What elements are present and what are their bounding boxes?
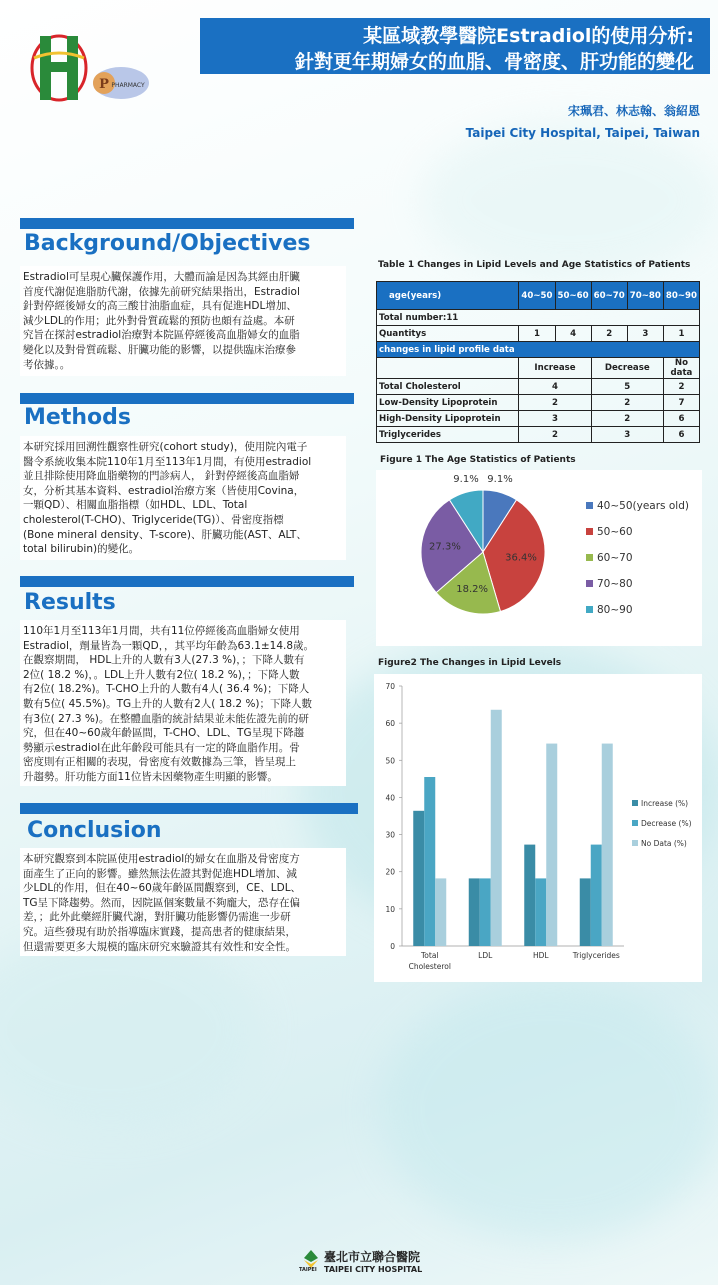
quantity-cell: 1 [519,326,555,342]
text-line: 但還需要更多大規模的臨床研究來驗證其有效性和安全性。 [23,940,296,953]
svg-text:PHARMACY: PHARMACY [111,82,145,89]
table-row [377,379,700,395]
y-tick-label: 60 [385,719,395,729]
section-bar [20,393,354,404]
row-label: High-Density Lipoprotein [377,411,519,427]
cell: 3 [591,427,663,443]
text-line: 有3位( 27.3 %)。在整體血脂的統計結果並未能佐證先前的研 [23,712,309,725]
y-tick-label: 50 [385,756,395,766]
text-line: 有2位( 18.2%)。T-CHO上升的人數有4人( 36.4 %)；下降人 [23,683,310,696]
legend-swatch [586,554,593,561]
text-line: 減少LDL的作用；此外對骨質疏鬆的預防也頗有益處。本研 [23,314,295,327]
y-tick-label: 40 [385,793,395,803]
legend-swatch [586,580,593,587]
bar [435,878,446,946]
footer-logo [300,1248,440,1278]
legend-swatch [586,502,593,509]
footer-mark: TAIPEI [299,1267,317,1273]
quantity-label: Quantitys [377,326,519,342]
legend-label: 60~70 [597,552,633,564]
y-tick-label: 20 [385,867,395,877]
legend-swatch [632,840,638,846]
cell: 6 [663,427,699,443]
text-line: 110年1月至113年1月間，共有11位停經後高血脂婦女使用 [23,625,300,637]
text-line: 究旨在探討estradiol治療對本院區停經後高血脂婦女的血脂 [23,329,300,342]
background-title: Background/Objectives [24,231,311,256]
hospital-logo-icon [30,28,88,106]
footer-hospital-zh: 臺北市立聯合醫院 [324,1250,421,1264]
background-text [20,266,346,376]
section-bar [20,218,354,229]
legend-label: Increase (%) [641,799,689,808]
cell: 4 [519,379,591,395]
text-line: 變化以及對骨質疏鬆、肝臟功能的影響，以提供臨床治療參 [23,343,296,356]
legend-swatch [632,820,638,826]
x-tick-label: HDL [532,951,549,960]
figure2-caption: Figure2 The Changes in Lipid Levels [378,658,562,668]
pie-value-label: 18.2% [456,583,489,595]
age-group-cell: 70~80 [627,282,663,310]
x-tick-label: LDL [478,951,493,960]
age-group-cell: 50~60 [555,282,591,310]
bar [580,878,591,946]
quantity-cell: 3 [627,326,663,342]
text-line: 面產生了正向的影響。雖然無法佐證其對促進HDL增加、減 [23,867,297,880]
legend-label: 50~60 [597,526,633,538]
text-line: cholesterol(T-CHO)、Triglyceride(TG)）、骨密度指標 [23,513,284,526]
y-tick-label: 0 [390,942,395,951]
table-row [377,411,700,427]
row-label: Triglycerides [377,427,519,443]
figure2-panel [374,674,702,982]
bar [546,744,557,946]
bar [524,845,535,946]
methods-text [20,436,346,560]
figure1-panel [376,470,702,646]
text-line: total bilirubin)的變化。 [23,543,140,556]
results-title: Results [24,590,116,615]
affiliation: Taipei City Hospital, Taipei, Taiwan [465,126,700,140]
bar [469,878,480,946]
text-line: 差，；此外此藥經肝臟代謝，對肝臟功能影響仍需進一步研 [23,911,291,924]
age-group-cell: 60~70 [591,282,627,310]
table-row [377,395,700,411]
table1-caption: Table 1 Changes in Lipid Levels and Age Statistics of Patients [378,260,691,270]
svg-text:P: P [99,77,109,92]
text-line: Estradiol可呈現心臟保護作用，大體而論是因為其經由肝臟 [23,271,300,283]
footer-hospital-en: TAIPEI CITY HOSPITAL [324,1265,423,1274]
legend-label: 70~80 [597,578,633,590]
text-line: 首度代謝促進脂肪代謝，依據先前研究結果指出，Estradiol [23,285,300,298]
text-line: 並且排除使用降血脂藥物的門診病人， 針對停經後高血脂婦 [23,470,300,483]
text-line: 本研究採用回溯性觀察性研究(cohort study)，使用院內電子 [23,441,308,453]
text-line: 考依據。。 [23,358,71,371]
bar [591,845,602,946]
text-line: 升趨勢。肝功能方面11位皆未因藥物產生明顯的影響。 [23,770,278,783]
text-line: 少LDL的作用，但在40~60歲年齡區間觀察到，CE、LDL、 [23,882,302,895]
text-line: (Bone mineral density、T-score)、肝臟功能(AST、ALT、 [23,528,307,541]
quantity-cell: 4 [555,326,591,342]
cell: 6 [663,411,699,427]
pie-value-label: 9.1% [453,474,479,485]
methods-title: Methods [24,405,131,430]
text-line: 2位( 18.2 %)，。LDL上升人數有2位( 18.2 %)，；下降人數 [23,668,300,681]
legend-swatch [632,800,638,806]
bar [413,811,424,946]
cell: 2 [591,395,663,411]
text-line: 密度則有正相關的表現，骨密度有效數據為三筆，皆呈現上 [23,756,296,769]
conclusion-text [20,848,346,956]
text-line: 針對停經後婦女的高三酸甘油脂血症，具有促進HDL增加、 [23,300,297,313]
bar [480,878,491,946]
x-tick-label: Cholesterol [408,962,451,971]
cell: 7 [663,395,699,411]
age-group-cell: 80~90 [663,282,699,310]
conclusion-title: Conclusion [27,818,162,843]
y-tick-label: 10 [385,904,395,914]
text-line: 數有5位( 45.5%)。TG上升的人數有2人( 18.2 %)；下降人數 [23,697,313,710]
text-line: TG呈下降趨勢。然而，因院區個案數量不夠龐大，恐存在偏 [23,896,301,909]
cell: 5 [591,379,663,395]
age-header: age(years) [377,282,519,310]
poster-title-line1: 某區域教學醫院Estradiol的使用分析: [363,25,694,47]
bar [491,710,502,946]
pie-value-label: 27.3% [429,541,461,553]
cell: 2 [519,395,591,411]
bar [424,777,435,946]
changes-header: changes in lipid profile data [377,342,700,358]
x-tick-label: Total [420,951,439,960]
table-row [377,427,700,443]
authors: 宋珮君、林志翰、翁紹恩 [567,104,700,118]
quantity-cell: 2 [591,326,627,342]
lipid-bar-chart [374,674,702,982]
cell: 2 [519,427,591,443]
text-line: 究。這些發現有助於指導臨床實踐，提高患者的健康結果， [23,925,296,938]
text-line: 醫令系統收集本院110年1月至113年1月間，有使用estradiol [23,455,312,468]
cell: 3 [519,411,591,427]
title-banner [200,18,710,74]
pie-value-label: 36.4% [505,552,537,564]
text-line: 本研究觀察到本院區使用estradiol的婦女在血脂及骨密度方 [23,853,300,865]
y-tick-label: 30 [385,830,395,840]
bar [535,878,546,946]
author-block [466,100,700,144]
section-bar [20,803,358,814]
results-text [20,620,346,786]
figure1-caption: Figure 1 The Age Statistics of Patients [380,455,576,465]
section-bar [20,576,354,587]
quantity-cell: 1 [663,326,699,342]
change-col-header: Increase [519,358,591,379]
text-line: 女，分析其基本資料、estradiol治療方案（皆使用Covina， [23,484,305,497]
cell: 2 [591,411,663,427]
legend-label: 80~90 [597,604,633,616]
legend-label: Decrease (%) [641,819,692,828]
text-line: 一顆QD）、相關血脂指標（如HDL、LDL、Total [23,499,248,512]
text-line: Estradiol，劑量皆為一顆QD，，其平均年齡為63.1±14.8歲。 [23,639,315,652]
y-tick-label: 70 [385,682,395,691]
text-line: 究，但在40~60歲年齡區間，T-CHO、LDL、TG呈現下降趨 [23,727,305,740]
legend-label: No Data (%) [641,839,687,848]
pie-value-label: 9.1% [487,474,513,485]
legend-swatch [586,528,593,535]
poster-title-line2: 針對更年期婦女的血脂、骨密度、肝功能的變化 [294,51,694,73]
age-pie-chart [376,470,702,646]
legend-label: 40~50(years old) [597,500,689,512]
bar [602,744,613,946]
x-tick-label: Triglycerides [572,951,620,960]
text-line: 在觀察期間， HDL上升的人數有3人(27.3 %)，；下降人數有 [23,654,305,667]
lipid-age-table [376,281,700,443]
row-label: Low-Density Lipoprotein [377,395,519,411]
pharmacy-logo-icon [92,66,150,100]
change-col-header: No data [663,358,699,379]
row-label: Total Cholesterol [377,379,519,395]
text-line: 勢顯示estradiol在此年齡段可能具有一定的降血脂作用。骨 [23,741,300,754]
age-group-cell: 40~50 [519,282,555,310]
cell: 2 [663,379,699,395]
legend-swatch [586,606,593,613]
change-col-header: Decrease [591,358,663,379]
total-number: Total number:11 [377,310,700,326]
